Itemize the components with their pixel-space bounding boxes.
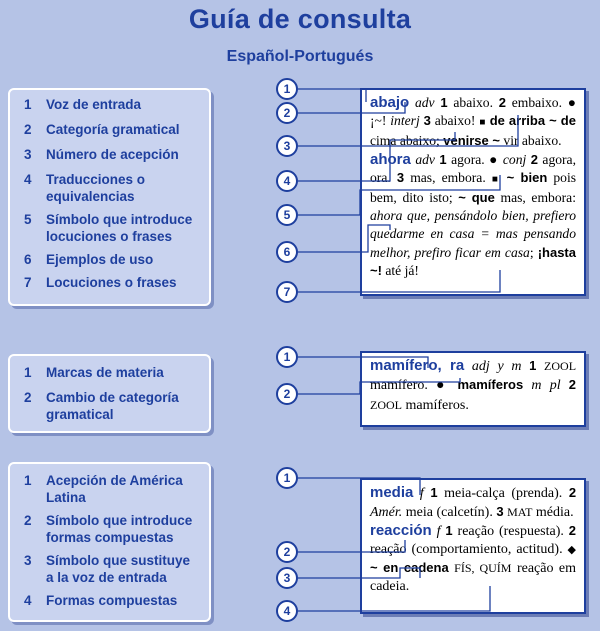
- legend-item: [24, 251, 201, 268]
- legend-box-1: [8, 88, 211, 306]
- bullet-symbol: ●: [489, 151, 499, 167]
- legend-text: Categoría gramatical: [46, 122, 180, 137]
- legend-text: Locuciones o frases: [46, 275, 177, 290]
- subject-label: ZOOL: [544, 359, 577, 373]
- callout-number: 2: [276, 383, 298, 405]
- sense-number: 3: [396, 169, 405, 185]
- headword: abajo: [370, 94, 410, 111]
- bullet-symbol: ●: [567, 95, 576, 110]
- square-symbol: ■: [491, 173, 501, 185]
- leader-line: [298, 89, 366, 102]
- legend-item: [24, 512, 201, 546]
- grammar-category: adv: [415, 151, 435, 167]
- grammar-category: f: [436, 524, 441, 539]
- legend-number: 4: [24, 593, 32, 608]
- usage-example: ahora que, pensándolo bien, prefiero quedarme en casa = mas pensando melhor, prefiro ficar em casa: [370, 208, 576, 260]
- sense-number: 2: [530, 151, 538, 167]
- sense-number: 3: [423, 113, 431, 129]
- legend-number: 2: [24, 122, 32, 137]
- legend-text: Símbolo que introduce locuciones o frases: [46, 212, 193, 244]
- grammar-category: adj y m: [471, 359, 522, 374]
- translation: mamífero.: [370, 378, 428, 394]
- translation: vir abaixo.: [503, 133, 562, 149]
- page-title: Guía de consulta: [188, 4, 412, 34]
- sense-number: 1: [529, 358, 537, 373]
- grammar-category: adv: [414, 95, 435, 110]
- translation: agora.: [451, 151, 485, 167]
- grammar-category: interj: [390, 113, 420, 129]
- headword: ahora: [370, 150, 411, 168]
- callout-number: 1: [276, 346, 298, 368]
- callout-number: 4: [276, 170, 298, 192]
- callout-number: 4: [276, 600, 298, 622]
- legend-item: [24, 96, 201, 113]
- page-subtitle: Español-Portugués: [226, 48, 374, 65]
- legend-item: [24, 389, 201, 423]
- legend-text: Símbolo que sustituye a la voz de entrada: [46, 553, 191, 585]
- translation: mas, embora:: [500, 190, 576, 206]
- legend-number: 1: [24, 473, 32, 488]
- sense-number: 1: [430, 485, 438, 500]
- legend-number: 7: [24, 275, 32, 290]
- sense-number: 1: [439, 151, 447, 167]
- subject-label: MAT: [507, 505, 533, 519]
- legend-number: 3: [24, 553, 32, 568]
- legend-item: [24, 274, 201, 291]
- legend-text: Símbolo que introduce formas compuestas: [46, 513, 193, 545]
- translation: agora, ora.: [370, 151, 576, 185]
- callout-number: 3: [276, 567, 298, 589]
- legend-number: 4: [24, 172, 32, 187]
- translation: média.: [535, 505, 574, 520]
- sense-number: 2: [568, 523, 577, 538]
- callout-number: 3: [276, 135, 298, 157]
- sense-number: 3: [496, 504, 504, 519]
- sense-number: 2: [498, 95, 506, 110]
- callout-number: 2: [276, 541, 298, 563]
- translation: meia-calça (prenda).: [444, 486, 563, 501]
- subject-label: ZOOL: [370, 397, 402, 412]
- legend-number: 5: [24, 212, 32, 227]
- region-label: Amér.: [370, 505, 403, 520]
- legend-number: 1: [24, 97, 32, 112]
- legend-number: 2: [24, 513, 32, 528]
- grammar-category: conj: [502, 151, 527, 167]
- phrase: venirse ~: [443, 133, 500, 149]
- callout-number: 1: [276, 467, 298, 489]
- callout-number: 7: [276, 281, 298, 303]
- sense-number: 1: [445, 523, 453, 538]
- legend-item: [24, 171, 201, 205]
- dictionary-entry-panel-2: [360, 351, 586, 427]
- legend-text: Acepción de América Latina: [46, 473, 183, 505]
- callout-number: 2: [276, 102, 298, 124]
- bullet-symbol: ●: [436, 378, 450, 394]
- headword: reacción: [370, 522, 432, 539]
- legend-text: Marcas de materia: [46, 365, 164, 380]
- legend-text: Formas compuestas: [46, 593, 178, 608]
- phrase: ¡hasta ~!: [370, 244, 576, 278]
- legend-item: [24, 472, 201, 506]
- translation: cima abaixo;: [370, 133, 440, 149]
- translation: embaixo.: [511, 95, 562, 110]
- legend-number: 1: [24, 365, 32, 380]
- translation: reação (comportamiento, actitud).: [370, 542, 563, 557]
- translation: até já!: [385, 262, 419, 278]
- subject-label: FÍS, QUÍM: [454, 561, 512, 575]
- legend-item: [24, 146, 201, 163]
- sense-number: 1: [440, 95, 448, 110]
- dictionary-entry-panel-1: [360, 88, 586, 296]
- square-symbol: ■: [479, 117, 486, 129]
- legend-number: 3: [24, 147, 32, 162]
- translation: reação em cadeia.: [370, 561, 577, 594]
- compound-form: ~ en cadena: [370, 560, 449, 575]
- sense-number: 2: [568, 485, 577, 500]
- legend-text: Cambio de categoría gramatical: [46, 390, 179, 422]
- translation: abaixo!: [434, 113, 476, 129]
- headword: media: [370, 484, 414, 501]
- grammar-category: f: [419, 486, 424, 501]
- callout-number: 6: [276, 241, 298, 263]
- translation: abaixo.: [453, 95, 493, 110]
- diamond-symbol: ◆: [567, 544, 576, 556]
- legend-box-2: [8, 354, 211, 433]
- legend-item: [24, 364, 201, 381]
- legend-item: [24, 552, 201, 586]
- translation: meia (calcetín).: [405, 505, 493, 520]
- phrase: de arriba ~ de: [489, 113, 576, 129]
- legend-text: Ejemplos de uso: [46, 252, 154, 267]
- sense-number: 2: [568, 377, 576, 393]
- punctuation: ;: [529, 244, 534, 260]
- legend-item: [24, 592, 201, 609]
- headword: mamífero, ra: [370, 357, 465, 374]
- translation: mas, embora.: [410, 169, 486, 185]
- legend-item: [24, 121, 201, 138]
- legend-number: 2: [24, 390, 32, 405]
- legend-text: Traducciones o equivalencias: [46, 172, 146, 204]
- callout-number: 5: [276, 204, 298, 226]
- translation: reação (respuesta).: [457, 524, 564, 539]
- grammar-category: m pl: [531, 378, 561, 394]
- legend-item: [24, 211, 201, 245]
- phrase: ~ bien: [506, 169, 548, 185]
- legend-box-3: [8, 462, 211, 622]
- legend-text: Voz de entrada: [46, 97, 142, 112]
- dictionary-entry-panel-3: [360, 478, 586, 614]
- phrase: mamíferos: [457, 377, 524, 393]
- legend-text: Número de acepción: [46, 147, 179, 162]
- translation: pois bem, dito isto;: [370, 169, 577, 206]
- phrase: ~ que: [458, 190, 495, 206]
- form-text: ¡~!: [370, 113, 387, 129]
- callout-number: 1: [276, 78, 298, 100]
- legend-number: 6: [24, 252, 32, 267]
- translation: mamíferos.: [405, 397, 469, 413]
